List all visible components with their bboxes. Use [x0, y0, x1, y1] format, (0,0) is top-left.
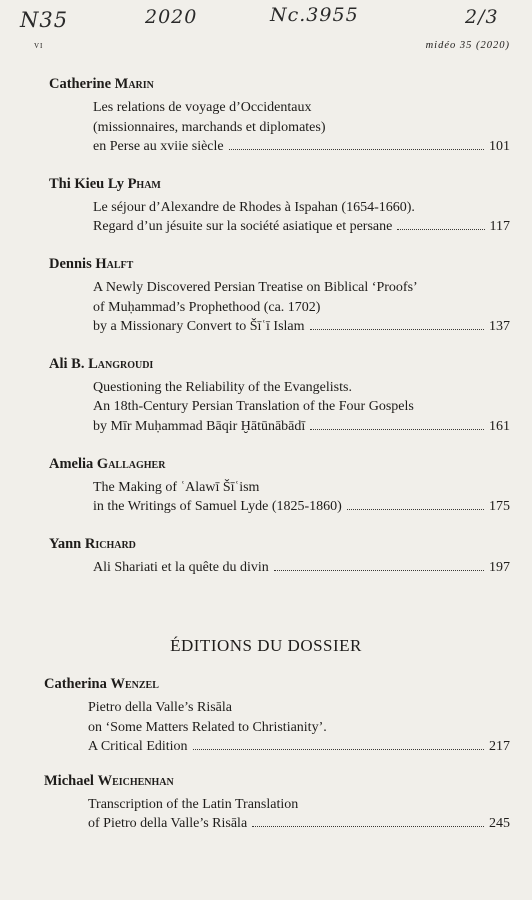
section-heading: ÉDITIONS DU DOSSIER — [170, 636, 362, 655]
page-number: vi — [34, 40, 44, 51]
edition-entries — [0, 674, 532, 848]
entry-title-line: An 18th-Century Persian Translation of the Four Gospels — [93, 399, 414, 415]
entry-title-last-line — [0, 217, 532, 237]
entry-title-text: Regard d’un jésuite sur la société asiatique et persane — [93, 219, 393, 235]
entry-title-line: on ‘Some Matters Related to Christianity’. — [88, 719, 327, 735]
entry-title-last-line — [0, 417, 532, 437]
entry-page-number: 117 — [489, 219, 510, 235]
handwritten-mark-4: 2/3 — [465, 6, 499, 28]
toc-entry — [0, 254, 532, 337]
toc-entry — [0, 74, 532, 157]
author-last-name: Wenzel — [110, 676, 159, 692]
entry-author — [0, 174, 532, 194]
entry-title-last-line — [0, 737, 532, 757]
toc-entry — [0, 174, 532, 237]
toc-entry — [0, 674, 532, 757]
dot-leader — [347, 509, 484, 510]
entry-page-number: 245 — [489, 816, 510, 832]
entry-page-number: 161 — [489, 418, 510, 434]
entry-page-number: 175 — [489, 499, 510, 515]
entry-author — [0, 771, 532, 791]
author-last-name: Halft — [95, 255, 134, 272]
author-first-name: Michael — [44, 772, 94, 789]
entry-title-last-line — [0, 814, 532, 834]
entry-author — [0, 454, 532, 474]
dot-leader — [310, 429, 484, 430]
dot-leader — [397, 229, 484, 230]
entry-title-last-line — [0, 558, 532, 578]
handwritten-mark-3: Nc.3955 — [270, 4, 359, 26]
entry-title-line: A Newly Discovered Persian Treatise on Biblical ‘Proofs’ — [93, 279, 418, 295]
author-first-name: Amelia — [49, 455, 94, 472]
entry-page-number: 137 — [489, 319, 510, 335]
author-last-name: Gallagher — [96, 455, 166, 472]
entry-page-number: 217 — [489, 739, 510, 755]
entry-title-line: Pietro della Valle’s Risāla — [88, 700, 232, 715]
toc-entry — [0, 354, 532, 437]
toc-entry — [0, 771, 532, 834]
entry-title-last-line — [0, 497, 532, 517]
dot-leader — [310, 329, 484, 330]
entry-author — [0, 534, 532, 554]
entry-title-line: Transcription of the Latin Translation — [88, 796, 299, 812]
handwritten-mark-2: 2020 — [145, 6, 198, 28]
dot-leader — [229, 149, 484, 150]
entry-author — [0, 354, 532, 374]
dot-leader — [252, 826, 484, 827]
dot-leader — [274, 570, 484, 571]
entry-title-line: Les relations de voyage d’Occidentaux — [93, 100, 312, 115]
author-first-name: Ali B. — [49, 355, 85, 372]
toc-entries — [0, 74, 532, 594]
entry-title-text: A Critical Edition — [88, 739, 188, 755]
entry-title-last-line — [0, 137, 532, 157]
entry-title-text: by a Missionary Convert to Šīʿī Islam — [93, 319, 305, 335]
entry-title-text: en Perse au xviie siècle — [93, 139, 224, 155]
author-first-name: Dennis — [49, 255, 92, 272]
toc-entry — [0, 454, 532, 517]
entry-author — [0, 254, 532, 274]
handwritten-mark-1: N35 — [20, 8, 69, 32]
author-first-name: Catherine — [49, 76, 112, 92]
author-first-name: Catherina — [44, 676, 107, 692]
dot-leader — [193, 749, 484, 750]
author-last-name: Pham — [127, 175, 161, 192]
author-first-name: Yann — [49, 535, 82, 552]
running-header — [34, 40, 510, 56]
toc-entry — [0, 534, 532, 578]
author-last-name: Langroudi — [88, 355, 154, 372]
entry-author — [0, 74, 532, 94]
entry-title-line: of Muḥammad’s Prophethood (ca. 1702) — [93, 299, 321, 315]
journal-name: midéo 35 (2020) — [425, 40, 510, 51]
author-first-name: Thi Kieu Ly — [49, 175, 124, 192]
author-last-name: Weichenhan — [97, 772, 174, 789]
author-last-name: Marin — [114, 76, 154, 92]
entry-page-number: 101 — [489, 139, 510, 155]
entry-author — [0, 674, 532, 694]
entry-page-number: 197 — [489, 559, 510, 575]
entry-title-text: of Pietro della Valle’s Risāla — [88, 816, 248, 832]
entry-title-line: Le séjour d’Alexandre de Rhodes à Ispahan (1654-1660). — [93, 199, 415, 215]
entry-title-line: (missionnaires, marchands et diplomates) — [93, 119, 326, 135]
entry-title-last-line — [0, 317, 532, 337]
entry-title-text: Ali Shariati et la quête du divin — [93, 559, 269, 575]
author-last-name: Richard — [84, 535, 136, 552]
entry-title-line: Questioning the Reliability of the Evangelists. — [93, 379, 352, 395]
entry-title-line: The Making of ʿAlawī Šīʿism — [93, 479, 260, 495]
entry-title-text: in the Writings of Samuel Lyde (1825-1860) — [93, 499, 342, 515]
entry-title-text: by Mīr Muḥammad Bāqir Ḫātūnābādī — [93, 418, 306, 434]
